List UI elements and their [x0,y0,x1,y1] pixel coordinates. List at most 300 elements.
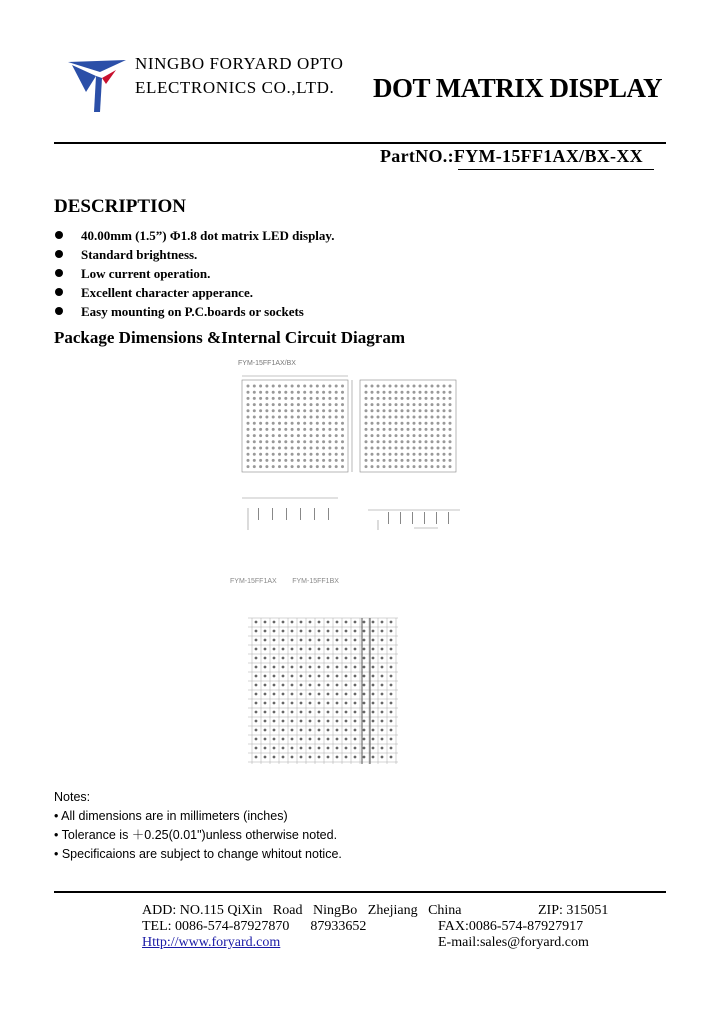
note-item: • All dimensions are in millimeters (inches) [54,809,288,823]
led-dot [247,397,250,400]
footer-fax: FAX:0086-574-87927917 [438,919,584,934]
led-dot [372,621,375,624]
led-dot [322,428,325,431]
led-dot [389,409,392,412]
led-dot [419,428,422,431]
led-dot [371,422,374,425]
led-dot [282,747,285,750]
led-dot [318,639,321,642]
led-dot [247,409,250,412]
led-dot [381,729,384,732]
led-dot [363,693,366,696]
led-dot [336,675,339,678]
led-dot [272,434,275,437]
led-dot [381,657,384,660]
led-dot [255,621,258,624]
led-dot [365,453,368,456]
led-dot [395,428,398,431]
led-dot [335,453,338,456]
led-dot [327,621,330,624]
led-dot [278,459,281,462]
led-dot [255,648,258,651]
led-dot [291,657,294,660]
led-dot [303,447,306,450]
led-dot [328,391,331,394]
bullet-icon [55,288,63,296]
led-dot [363,675,366,678]
led-dot [345,711,348,714]
led-dot [255,747,258,750]
led-dot [278,422,281,425]
led-dot [327,738,330,741]
led-dot [310,385,313,388]
led-dot [449,403,452,406]
led-dot [253,416,256,419]
led-dot [363,648,366,651]
led-dot [259,385,262,388]
led-dot [401,385,404,388]
led-dot [377,416,380,419]
led-dot [443,416,446,419]
led-dot [437,403,440,406]
led-dot [345,639,348,642]
led-dot [300,621,303,624]
led-dot [336,648,339,651]
led-dot [395,391,398,394]
led-dot [291,440,294,443]
led-dot [345,621,348,624]
led-dot [371,409,374,412]
led-dot [335,459,338,462]
led-dot [372,648,375,651]
led-dot [316,459,319,462]
led-dot [449,385,452,388]
led-dot [419,385,422,388]
led-dot [341,453,344,456]
led-dot [372,720,375,723]
led-dot [327,657,330,660]
led-dot [278,428,281,431]
led-dot [419,465,422,468]
led-dot [437,434,440,437]
led-dot [372,756,375,759]
led-dot [273,747,276,750]
led-dot [303,428,306,431]
led-dot [389,385,392,388]
led-dot [322,434,325,437]
led-dot [264,657,267,660]
led-dot [253,385,256,388]
led-dot [328,422,331,425]
led-dot [264,747,267,750]
led-dot [322,453,325,456]
led-dot [328,403,331,406]
led-dot [282,693,285,696]
led-dot [264,630,267,633]
led-dot [273,711,276,714]
led-dot [303,409,306,412]
led-dot [365,416,368,419]
led-dot [322,416,325,419]
led-dot [336,693,339,696]
led-dot [265,391,268,394]
led-dot [328,428,331,431]
led-dot [259,447,262,450]
package-dimension-drawing [228,370,468,542]
led-dot [389,453,392,456]
led-dot [309,729,312,732]
led-dot [389,459,392,462]
footer-email: E-mail:sales@foryard.com [438,935,589,950]
led-dot [345,738,348,741]
led-dot [407,428,410,431]
led-dot [318,666,321,669]
led-dot [365,428,368,431]
led-dot [335,428,338,431]
led-dot [282,666,285,669]
led-dot [443,403,446,406]
led-dot [327,756,330,759]
footer-rule [54,891,666,893]
led-dot [278,447,281,450]
led-dot [309,648,312,651]
led-dot [395,403,398,406]
led-dot [345,675,348,678]
led-dot [282,675,285,678]
led-dot [297,409,300,412]
led-dot [390,639,393,642]
led-dot [253,391,256,394]
led-dot [341,447,344,450]
led-dot [377,428,380,431]
led-dot [449,416,452,419]
led-dot [265,416,268,419]
led-dot [345,648,348,651]
led-dot [345,720,348,723]
led-dot [309,630,312,633]
led-dot [345,729,348,732]
led-dot [318,702,321,705]
led-dot [425,422,428,425]
led-dot [265,447,268,450]
led-dot [309,747,312,750]
led-dot [371,440,374,443]
led-dot [278,391,281,394]
led-dot [310,422,313,425]
led-dot [316,453,319,456]
led-dot [377,385,380,388]
led-dot [443,440,446,443]
led-dot [282,756,285,759]
list-item: Standard brightness. [54,245,334,264]
led-dot [282,702,285,705]
note-item: • Specificaions are subject to change whitout notice. [54,847,342,861]
website-link[interactable]: Http://www.foryard.com [142,935,281,950]
led-dot [300,666,303,669]
led-dot [407,434,410,437]
led-dot [372,639,375,642]
led-dot [449,397,452,400]
led-dot [272,403,275,406]
led-dot [273,702,276,705]
led-dot [354,675,357,678]
led-dot [401,459,404,462]
led-dot [310,416,313,419]
led-dot [291,391,294,394]
led-dot [354,684,357,687]
led-dot [449,453,452,456]
led-dot [284,391,287,394]
led-dot [291,756,294,759]
led-dot [278,397,281,400]
led-dot [335,434,338,437]
led-dot [383,385,386,388]
led-dot [372,693,375,696]
led-dot [449,409,452,412]
led-dot [390,666,393,669]
led-dot [316,440,319,443]
led-dot [395,465,398,468]
led-dot [265,409,268,412]
led-dot [443,397,446,400]
led-dot [316,422,319,425]
led-dot [310,434,313,437]
led-dot [381,639,384,642]
led-dot [310,465,313,468]
led-dot [443,428,446,431]
led-dot [371,459,374,462]
led-dot [297,428,300,431]
part-number-underline [458,169,654,170]
led-dot [255,693,258,696]
led-dot [413,465,416,468]
led-dot [273,648,276,651]
circuit-diagram-label: FYM-15FF1AX FYM-15FF1BX [230,578,339,585]
led-dot [335,465,338,468]
led-dot [345,747,348,750]
led-dot [297,385,300,388]
led-dot [253,434,256,437]
led-dot [363,720,366,723]
led-dot [371,453,374,456]
led-dot [345,666,348,669]
led-dot [407,465,410,468]
led-dot [318,675,321,678]
led-dot [431,447,434,450]
led-dot [401,447,404,450]
led-dot [253,440,256,443]
led-dot [371,434,374,437]
led-dot [401,403,404,406]
led-dot [272,453,275,456]
led-dot [327,720,330,723]
led-dot [425,447,428,450]
led-dot [265,422,268,425]
led-dot [328,440,331,443]
led-dot [401,416,404,419]
led-dot [401,391,404,394]
led-dot [282,684,285,687]
led-dot [272,397,275,400]
led-dot [377,434,380,437]
led-dot [390,702,393,705]
led-dot [322,422,325,425]
led-dot [431,403,434,406]
led-dot [300,729,303,732]
led-dot [383,403,386,406]
led-dot [443,459,446,462]
led-dot [372,666,375,669]
led-dot [291,403,294,406]
led-dot [310,453,313,456]
led-dot [318,684,321,687]
led-dot [282,738,285,741]
led-dot [318,630,321,633]
led-dot [291,422,294,425]
led-dot [336,621,339,624]
led-dot [300,630,303,633]
led-dot [259,465,262,468]
internal-circuit-diagram [238,604,410,772]
led-dot [449,391,452,394]
led-dot [354,711,357,714]
led-dot [318,621,321,624]
led-dot [297,416,300,419]
list-item: 40.00mm (1.5”) Φ1.8 dot matrix LED display. [54,226,334,245]
led-dot [341,385,344,388]
led-dot [381,621,384,624]
led-dot [291,666,294,669]
led-dot [437,409,440,412]
led-dot [395,453,398,456]
led-dot [341,434,344,437]
led-dot [413,440,416,443]
led-dot [273,666,276,669]
led-dot [328,459,331,462]
led-dot [425,434,428,437]
led-dot [272,385,275,388]
bullet-icon [55,231,63,239]
led-dot [282,648,285,651]
led-dot [389,403,392,406]
led-dot [318,729,321,732]
led-dot [273,630,276,633]
company-logo [66,56,128,114]
led-dot [291,397,294,400]
led-dot [255,657,258,660]
led-dot [354,657,357,660]
led-dot [401,453,404,456]
led-dot [372,630,375,633]
led-dot [322,403,325,406]
led-dot [437,447,440,450]
led-dot [407,391,410,394]
led-dot [247,453,250,456]
led-dot [336,711,339,714]
led-dot [377,459,380,462]
led-dot [371,416,374,419]
document-title: DOT MATRIX DISPLAY [373,73,663,103]
led-dot [407,403,410,406]
led-dot [390,621,393,624]
led-dot [371,465,374,468]
led-dot [273,729,276,732]
led-dot [449,440,452,443]
led-dot [272,391,275,394]
led-dot [341,403,344,406]
led-dot [291,630,294,633]
led-dot [309,711,312,714]
led-dot [383,391,386,394]
led-dot [318,693,321,696]
led-dot [259,453,262,456]
bullet-icon [55,307,63,315]
led-dot [354,738,357,741]
led-dot [303,465,306,468]
led-dot [328,447,331,450]
led-dot [291,416,294,419]
led-dot [282,657,285,660]
led-dot [425,385,428,388]
led-dot [327,747,330,750]
led-dot [291,434,294,437]
led-dot [264,621,267,624]
led-dot [272,440,275,443]
led-dot [255,630,258,633]
led-dot [372,729,375,732]
led-dot [345,630,348,633]
led-dot [253,422,256,425]
led-dot [390,630,393,633]
led-dot [336,630,339,633]
led-dot [431,459,434,462]
led-dot [431,391,434,394]
led-dot [247,459,250,462]
led-dot [310,403,313,406]
led-dot [255,711,258,714]
led-dot [449,447,452,450]
note-item: • Tolerance is ＋0.25(0.01")unless otherwise noted. [54,828,338,842]
led-dot [273,720,276,723]
led-dot [318,738,321,741]
led-dot [335,409,338,412]
led-dot [278,409,281,412]
led-dot [309,675,312,678]
led-dot [413,391,416,394]
led-dot [336,702,339,705]
led-dot [278,440,281,443]
led-dot [389,416,392,419]
led-dot [413,409,416,412]
led-dot [390,747,393,750]
led-dot [401,465,404,468]
led-dot [336,738,339,741]
led-dot [300,711,303,714]
led-dot [255,684,258,687]
led-dot [327,648,330,651]
led-dot [300,747,303,750]
led-dot [327,693,330,696]
led-dot [264,702,267,705]
led-dot [383,428,386,431]
led-dot [291,747,294,750]
led-dot [318,756,321,759]
led-dot [264,684,267,687]
led-dot [354,621,357,624]
led-dot [318,720,321,723]
led-dot [354,666,357,669]
led-dot [316,391,319,394]
